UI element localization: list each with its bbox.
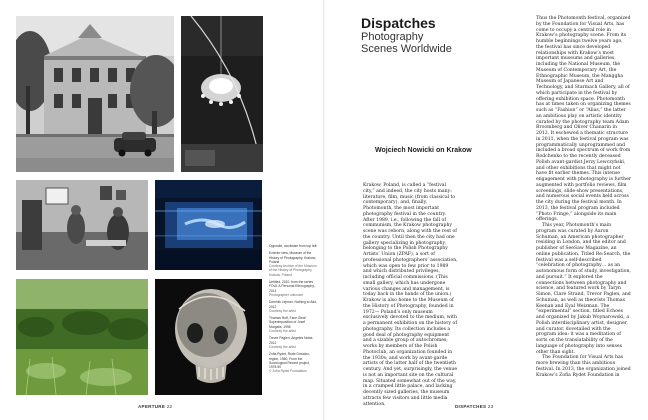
body-paragraph: Krakow, Poland, is called a “festival city,” and indeed, the city hosts many: literature, film, music (from classical to contemporary), and, finally, Photomonth, the most important photography festival in the country. After 1989, i.e., following the fall of communism, the Krakow photography scene was reborn, along with the rest of the country. Until then the city had one gallery specializing in photography, belonging to the Polish Photography Artists’ Union (ZPAF), a sort of professional photographers’ association, which was open to few prior to 1989 and which distributed privileges, including official commissions. (This small gallery, which has undergone various changes and management, is today back in the hands of the union.) Krakow is also home to the Museum of the History of Photography, founded in 1972— Poland’s only museum exclusively devoted to the medium, with a permanent exhibition on the history of photography. Its collection includes a good deal of photography equipment and a sizable group of autochromes; works by members of the Polish Photoclub, an organization founded in the 1930s; and work by avant-garde artists of the latter half of the twentieth century. And yet, surprisingly, the venue is not an important site on the cultural map. Situated somewhat out of the way, in a cramped little palace, and lacking decently sized galleries, the museum attracts few visitors and little media attention. [363, 183, 458, 407]
caption-title: Opposite, clockwise from top left: [269, 244, 318, 248]
body-column-2 [536, 16, 631, 378]
page-gutter [323, 0, 325, 420]
footer-right [455, 404, 494, 409]
caption-title: Trevor Paglen, Angeles Noise, 2012 [269, 336, 314, 345]
caption-title: Thomas Ruff, Face-Sleaf Superimposition of Josef Morgalis, 1996 [269, 316, 306, 329]
caption [269, 244, 319, 248]
photo-green-foliage [16, 279, 148, 395]
body-column-1 [363, 183, 458, 407]
caption-credit: © Zofia Rydet Foundation [269, 369, 307, 374]
section-subtitle-line2: Scenes Worldwide [361, 43, 452, 55]
body-paragraph: The Foundation for Visual Arts has more brewing than this ambitious festival. In 2013, the organization joined Krakow’s Zofia Rydet Foundation in [536, 355, 631, 378]
article-byline: Wojciech Nowicki on Krakow [375, 147, 472, 154]
caption-credit: Courtesy the artist [269, 308, 296, 313]
caption-credit: Courtesy Archive of the Museum of the History of Photography, Krakow, Poland [269, 264, 317, 277]
photo-museum-exterior [16, 16, 174, 172]
footer-brand: APERTURE [138, 404, 166, 409]
caption-credit: Photographer unknown [269, 292, 304, 297]
footer-brand: DISPATCHES [455, 404, 487, 409]
caption [269, 280, 319, 297]
caption-credit: Courtesy the artist [269, 329, 296, 334]
body-paragraph: This year, Photomonth’s main program was curated by Aaron Schuman, an American photographer residing in London, and the editor and publisher of SeeSaw Magazine, an online publication. Titled Re:Search, the festival was a self-described “celebration of photography… as an autonomous form of study, investigation, and pursuit.” It explored the connections between photography and science, and featured work by Taryn Simon, Clare Strand, Trevor Paglen, and Schuman, as well as theorists Thomas Keenan and Eyal Weizman. The “experimental” section, titled Echoes and organized by Jakub Woynarowski, a Polish interdisciplinary artist, designer, and curator, dovetailed with the program idea: it was a meditation of sorts on the translatability of the language of photography into senses other than sight. [536, 223, 631, 355]
caption [269, 352, 319, 373]
photo-chandelier [181, 16, 263, 172]
photo-skull-xray [155, 279, 262, 395]
photo-blue-projection [155, 180, 262, 270]
caption-title: Dominik Lejman, Nothing to Add, 2012 [269, 300, 318, 309]
footer-left [138, 404, 172, 409]
photo-interior-figures [16, 180, 148, 270]
caption [269, 336, 319, 349]
caption [269, 316, 319, 333]
section-subtitle-line1: Photography [361, 31, 424, 43]
caption-title: Exterior view, Museum of the History of Photography, Krakow, Poland [269, 251, 316, 264]
page-number: 23 [487, 404, 494, 409]
caption-title: Zofia Rydet, Rude Dmodeo, region, 1980, From the Sociological Record project, 1978-90 [269, 352, 310, 370]
section-header [361, 16, 452, 55]
page-number: 22 [166, 404, 173, 409]
caption [269, 300, 319, 313]
caption-credit: Courtesy the artist [269, 344, 296, 349]
body-paragraph: Thus the Photomonth festival, organized by the Foundation for Visual Arts, has come to occupy a central role in Krakow’s photography scene. From its humble beginnings twelve years ago, the festival has since developed relationships with Krakow’s most important museums and galleries, including the National Museum, the Museum of Contemporary Art, the Ethnographic Museum, the Manggha Museum of Japanese Art and Technology, and Starmach Gallery, all of which participate in the festival by offering exhibition space. Photomonth has at times taken on organizing themes such as “Fashion” or “Alias,” the latter an ambitious play on artistic identity curated by the photography team Adam Broomberg and Oliver Chanarin in 2012. It eschewed a thematic structure in 2011, when the festival program was programmatically unprogrammed and included a broad spectrum of work from Rodchenko to the recently deceased Polish avant-gardist Jerzy Lewczyński, and other exhibitions that might not have fit earlier themes. This intense engagement with photography is further augmented with portfolio reviews, film screenings, slide-show presentations, and numerous social events held across the city during the festival month. In 2013, the festival program included “Photo Fringe,” alongside its main offerings. [536, 16, 631, 223]
caption-title: Untitled, 2010, from the series FOUL A Personal Ethnography, 2014 [269, 280, 315, 293]
caption [269, 251, 319, 277]
section-title: Dispatches [361, 15, 436, 31]
photo-captions [269, 244, 319, 377]
